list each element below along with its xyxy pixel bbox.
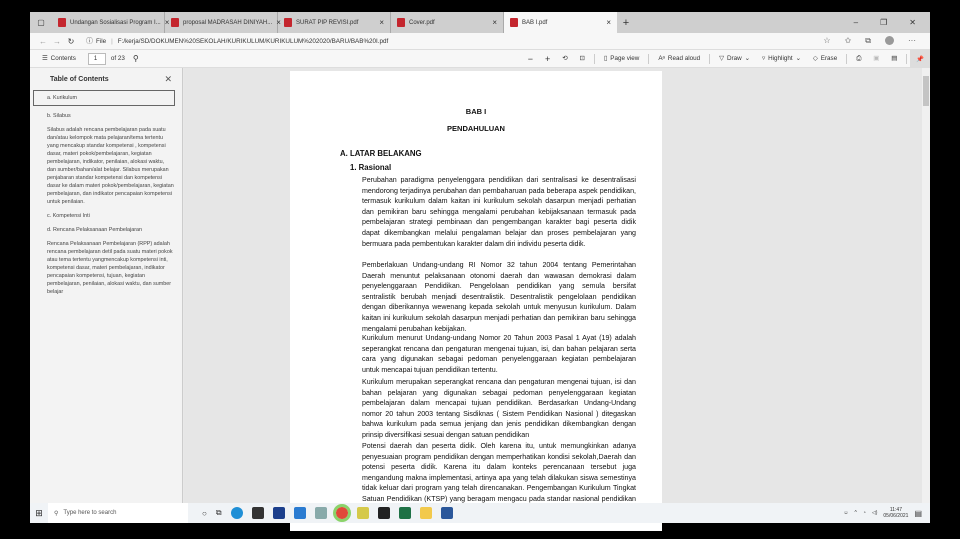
draw-icon: ▽ [719, 55, 724, 62]
rotate-icon[interactable]: ⟲ [562, 55, 568, 62]
tab-5-active[interactable] [504, 12, 617, 33]
print-icon[interactable]: ⎙ [856, 54, 862, 62]
table-of-contents-panel [30, 68, 183, 503]
pdf-toolbar [30, 49, 930, 68]
search-placeholder: Type here to search [63, 510, 117, 516]
clock[interactable] [883, 507, 908, 519]
restore-icon[interactable]: ❐ [880, 18, 888, 27]
close-tab-icon[interactable]: × [492, 18, 497, 27]
close-tab-icon[interactable]: × [164, 18, 170, 27]
erase-label: Erase [820, 55, 838, 62]
save-icon[interactable]: ▣ [873, 55, 880, 62]
highlight-icon: ▿ [761, 55, 766, 62]
pdf-page [290, 71, 662, 531]
word-icon[interactable] [441, 507, 453, 519]
zoom-out-button[interactable]: − [527, 53, 533, 64]
toc-item[interactable]: a. Kurikulum [33, 90, 175, 106]
notepad-icon[interactable] [357, 507, 369, 519]
paragraph: Perubahan paradigma penyelenggara pendidikan dari sentralisasi ke desentralisasi mendorong terjadinya perubahan dan pembaharuan pada beberapa aspek pendidikan, termasuk kurikulum dalam kaitan ini kurikulum sekolah dasarpun menjadi perhatian dan pemikiran baru sehingga mengalami perubahan kebijaksanaan termasuk pada pembelajaran strategi pembinaan dan pengembangan karakter bagi peserta didik dapat dikembangkan melalui pengalaman belajar dan proses pembelajaran yang bermuara pada pembentukan karakter dalam diri individu peserta didik. [362, 176, 636, 248]
camera-icon[interactable] [315, 507, 327, 519]
highlight-button[interactable] [756, 55, 807, 62]
forward-icon[interactable]: → [53, 36, 61, 46]
draw-button[interactable] [713, 55, 756, 62]
taskbar [30, 503, 930, 523]
mail-icon[interactable] [294, 507, 306, 519]
favorites-icon[interactable]: ✩ [844, 36, 852, 45]
toc-item[interactable]: d. Rencana Pelaksanaan Pembelajaran [47, 227, 142, 233]
list-icon: ☰ [42, 55, 48, 62]
page-number-input[interactable]: 1 [88, 53, 106, 65]
address-bar: ← → ↻ ⓘ File | F:/kerja/SD/DOKUMEN%20SEKOLAH/KURIKULUM/KURIKULUM%202020/BARU/BAB%20I.pdf ☆ ✩ ⧉ ··· [30, 33, 930, 49]
chapter-heading: BAB I [465, 107, 487, 116]
more-icon[interactable]: ··· [908, 36, 916, 45]
tab-label: BAB I.pdf [522, 19, 548, 26]
chrome-icon[interactable] [336, 507, 348, 519]
tab-label: Undangan Sosialisasi Program I... [70, 19, 161, 26]
scrollbar-thumb[interactable] [923, 76, 929, 106]
pdf-icon [284, 18, 292, 27]
contents-button[interactable] [36, 55, 82, 62]
eraser-icon: ◇ [812, 55, 818, 62]
minimize-icon[interactable]: – [853, 18, 859, 27]
draw-label: Draw [726, 55, 742, 62]
back-icon[interactable]: ← [39, 36, 47, 46]
pdf-icon [397, 18, 405, 27]
close-tab-icon[interactable]: × [606, 18, 611, 27]
windows-start-icon[interactable]: ⊞ [35, 507, 43, 518]
add-favorite-icon[interactable]: ☆ [823, 36, 831, 45]
tab-3[interactable] [278, 12, 391, 33]
search-icon: ⚲ [54, 510, 59, 517]
time: 11:47 [889, 507, 902, 513]
task-view-icon[interactable]: ⧉ [215, 508, 222, 517]
refresh-icon[interactable]: ↻ [67, 36, 75, 46]
read-aloud-button[interactable] [652, 55, 706, 62]
date: 05/06/2021 [883, 513, 909, 519]
page-total: of 23 [110, 55, 125, 62]
info-icon: ⓘ [86, 38, 93, 45]
tab-2[interactable] [165, 12, 281, 33]
volume-icon[interactable]: ◁) [871, 510, 878, 516]
subsection-heading: 1. Rasional [350, 163, 392, 172]
pdf-icon [510, 18, 518, 27]
tab-1[interactable] [52, 12, 170, 33]
paragraph: Potensi daerah dan peserta didik. Oleh karena itu, untuk memungkinkan adanya penyesuaian program pendidikan dengan memperhatikan kondisi sekolah,Daerah dan potensi peserta didik. Karena itu dalam konteks perencanaan tersebut juga mengandung makna implementasi, artinya apa yang telah dilakukan siswa semestinya tidak keluar dari program yang telah direncanakan. Pengembangan Kurikulum Tingkat Satuan Pendidikan (KTSP) yang beragam mengacu pada standar nasional pendidikan [362, 442, 636, 503]
close-tab-icon[interactable]: × [379, 18, 384, 27]
read-aloud-label: Read aloud [667, 55, 701, 62]
dropbox-icon[interactable] [252, 507, 264, 519]
chevron-down-icon[interactable]: ⌄ [744, 55, 750, 62]
file-explorer-icon[interactable] [420, 507, 432, 519]
paragraph: Kurikulum merupakan seperangkat rencana dan pengaturan mengenai tujuan, isi dan bahan pelajaran yang digunakan sebagai pedoman penyelenggaraan kegiatan pembelajaran dalam mencapai tujuan pendidikan. Berdasarkan Undang-Undang nomor 20 tahun 2003 tentang Sisdiknas ( Sistem Pendidikan Nasional ) ditegaskan bahwa kurikulum pada semua jenjang dan jenis pendidikan dikembangkan dengan prinsip diversifikasi sesuai dengan satuan pendidikan [362, 378, 636, 439]
close-tab-icon[interactable]: × [276, 18, 281, 27]
highlight-label: Highlight [768, 55, 793, 62]
erase-button[interactable] [807, 55, 843, 62]
people-icon[interactable]: ☺ [843, 510, 849, 516]
cortana-icon[interactable]: ○ [202, 508, 207, 518]
page-view-label: Page view [610, 55, 640, 62]
tab-actions-icon[interactable]: ▢ [37, 18, 45, 27]
network-icon[interactable]: ◔ [862, 510, 866, 516]
store-icon[interactable] [378, 507, 390, 519]
read-aloud-icon: Aᵃ [658, 55, 665, 62]
profile-avatar[interactable] [885, 36, 894, 45]
search-icon[interactable]: ⚲ [132, 54, 139, 63]
chevron-down-icon[interactable]: ⌄ [795, 55, 801, 62]
app-icon[interactable] [273, 507, 285, 519]
tab-4[interactable] [391, 12, 504, 33]
toc-item[interactable]: Silabus adalah rencana pembelajaran pada suatu dan/atau kelompok mata pelajaran/tema tertentu yang mencakup standar kompetensi , kompetensi dasar, materi pokok/pembelajaran, kegiatan pembelajaran, indikator, penilaian, alokasi waktu, dan sumber/bahan/alat belajar. Silabus merupakan penjabaran standar kompetensi dan kompetensi dasar ke dalam materi pokok/pembelajaran, kegiatan pembelajaran, dan indikator pencapaian kompetensi untuk penilaian. [47, 127, 174, 205]
save-as-icon[interactable]: ▤ [891, 55, 898, 62]
excel-icon[interactable] [399, 507, 411, 519]
scheme-label: File [96, 37, 107, 45]
new-tab-button[interactable]: + [622, 16, 630, 29]
section-heading: A. LATAR BELAKANG [340, 149, 422, 158]
collections-icon[interactable]: ⧉ [865, 36, 871, 45]
toc-item[interactable]: Rencana Pelaksanaan Pembelajaran (RPP) adalah rencana pembelajaran detil pada suatu materi pokok atau tema tertentu yangmencakup kompetensi inti, kompetensi dasar, materi pembelajaran, indikator pencapaian kompetensi, tujuan, kegiatan pembelajaran, penilaian, alokasi waktu, dan sumber belajar [47, 241, 173, 295]
tab-label: Cover.pdf [409, 19, 435, 26]
toc-item[interactable]: c. Kompetensi Inti [47, 213, 90, 219]
contents-label: Contents [50, 55, 76, 62]
tab-label: proposal MADRASAH DINIYAH... [183, 19, 273, 26]
pdf-viewer [184, 68, 922, 503]
close-window-icon[interactable]: ✕ [909, 18, 916, 27]
tray-chevron-icon[interactable]: ^ [854, 510, 857, 516]
notifications-icon[interactable]: ▤ [914, 508, 922, 518]
pin-toolbar-icon[interactable]: 📌 [910, 50, 930, 67]
url-input[interactable]: F:/kerja/SD/DOKUMEN%20SEKOLAH/KURIKULUM/KURIKULUM%202020/BARU/BAB%20I.pdf [117, 37, 389, 45]
pdf-icon [171, 18, 179, 27]
chapter-title: PENDAHULUAN [447, 124, 505, 133]
toc-title: Table of Contents [50, 76, 109, 83]
page-view-icon: ▯ [603, 55, 608, 62]
browser-window [30, 12, 930, 523]
paragraph: Pemberlakuan Undang-undang RI Nomor 32 tahun 2004 tentang Pemerintahan Daerah menuntut pelaksanaan otonomi daerah dan wawasan demokrasi dalam penyelenggaraan Pendidikan. Pengelolaan pendidikan yang semula bersifat sentralistik berubah menjadi desentralistik. Desentralistik pengelolaan pendidikan dengan diberikannya wewenang kepada sekolah untuk menyusun kurikulum. Dalam kaitan ini kurikulum sekolah dasarpun menjadi perhatian dan pemikiran baru sehingga mengalami perubahan kebijakan. [362, 261, 636, 333]
fit-page-icon[interactable]: ⊡ [579, 55, 585, 62]
toc-item[interactable]: b. Silabus [47, 113, 71, 119]
zoom-in-button[interactable]: + [544, 53, 551, 64]
close-icon[interactable]: ✕ [164, 74, 172, 84]
pdf-icon [58, 18, 66, 27]
vertical-scrollbar[interactable] [922, 68, 930, 503]
tab-label: SURAT PIP REVISI.pdf [296, 19, 359, 26]
page-view-button[interactable] [598, 55, 646, 62]
paragraph: Kurikulum menurut Undang-undang Nomor 20 Tahun 2003 Pasal 1 Ayat (19) adalah seperangkat rencana dan pengaturan mengenai tujuan, isi, dan bahan pelajaran serta cara yang digunakan sebagai pedoman penyelenggaraan kegiatan pembelajaran untuk mencapai tujuan pendidikan tertentu. [362, 334, 636, 374]
taskbar-search-input[interactable] [48, 503, 188, 523]
edge-icon[interactable] [231, 507, 243, 519]
tab-bar [30, 12, 930, 33]
